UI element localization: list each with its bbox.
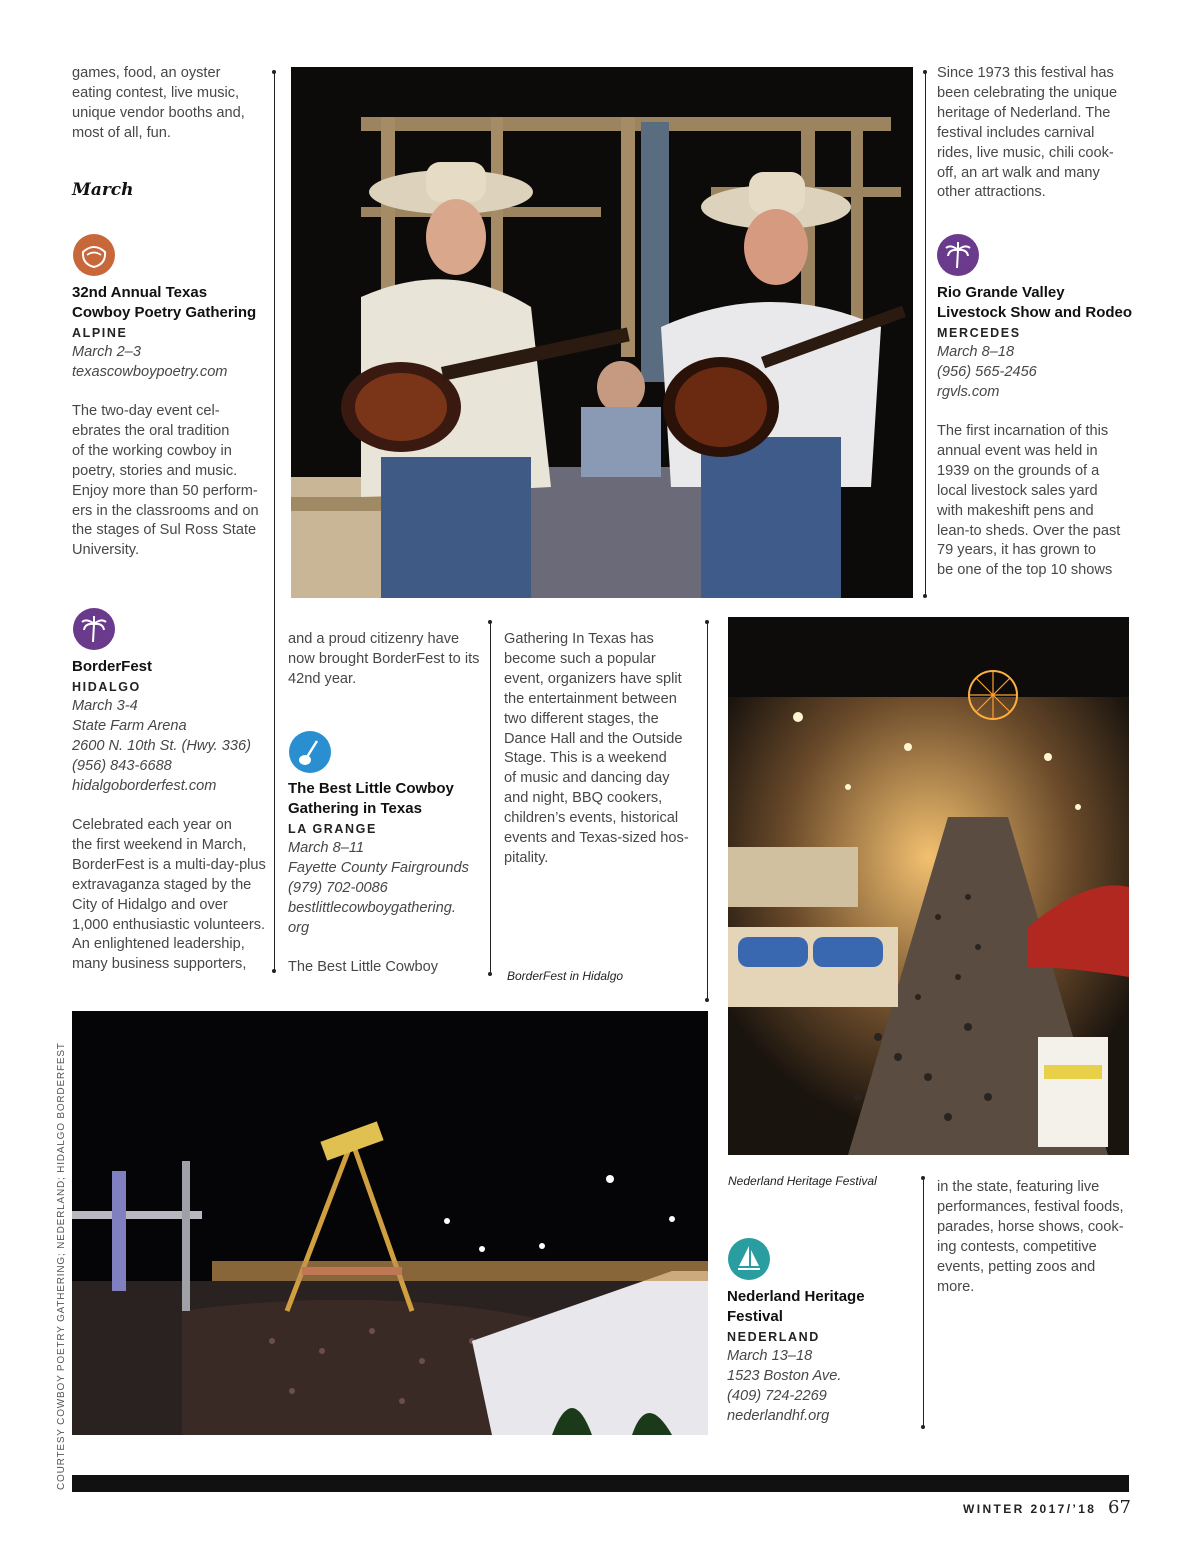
- event-city-nederland: NEDERLAND: [727, 1330, 820, 1344]
- event-website[interactable]: texascowboypoetry.com: [72, 363, 228, 380]
- event-city-hidalgo: HIDALGO: [72, 680, 141, 694]
- event-title-rio-grande: Rio Grande Valley Livestock Show and Rodeo: [937, 284, 1133, 321]
- divider-dot: [921, 1176, 925, 1180]
- divider-dot: [272, 969, 276, 973]
- column-divider: [925, 72, 926, 597]
- divider-dot: [488, 620, 492, 624]
- event-city-la-grange: LA GRANGE: [288, 822, 377, 836]
- cowboy-poetry-photo: [291, 67, 913, 598]
- divider-dot: [921, 1425, 925, 1429]
- event-phone: (409) 724-2269: [727, 1387, 827, 1404]
- event-description-nederland: Since 1973 this festival has been celebrating the unique heritage of Nederland. The festival includes carnival rides, live music, chili cook- off, an art walk and many other attractions.: [937, 65, 1118, 201]
- event-date: March 8–18: [937, 344, 1015, 360]
- event-phone: (979) 702-0086: [288, 879, 388, 896]
- event-website[interactable]: rgvls.com: [937, 383, 1000, 400]
- event-details-cowboy-poetry: [72, 343, 227, 383]
- photo-caption-nederland: Nederland Heritage Festival: [728, 1174, 877, 1188]
- photo-credit: COURTESY COWBOY POETRY GATHERING; NEDERLAND; HIDALGO BORDERFEST: [56, 1042, 67, 1490]
- event-date: March 2–3: [72, 344, 141, 360]
- event-description-best-little-cowboy-continued: Gathering In Texas has become such a popular event, organizers have split the entertainment between two different stages, the Dance Hall and the Outside Stage. This is a weekend of music and dancing day and night, BBQ cookers, children’s events, historical events and Texas-sized hos- pitality.: [504, 631, 689, 866]
- guitar-icon: [289, 731, 331, 773]
- divider-dot: [272, 70, 276, 74]
- event-description-rio-grande: The first incarnation of this annual event was held in 1939 on the grounds of a local livestock sales yard with makeshift pens and lean-to sheds. Over the past 79 years, it has grown to be one of the top 10 shows: [937, 423, 1121, 579]
- issue-label: WINTER 2017/’18: [963, 1502, 1097, 1516]
- column-divider: [490, 622, 491, 974]
- month-heading: March: [72, 180, 134, 200]
- divider-dot: [705, 620, 709, 624]
- event-title-nederland: Nederland Heritage Festival: [727, 1288, 865, 1325]
- divider-dot: [488, 972, 492, 976]
- event-description-borderfest-continued: and a proud citizenry have now brought BorderFest to its 42nd year.: [288, 631, 480, 687]
- event-city-alpine: ALPINE: [72, 326, 128, 340]
- page-number: 67: [1108, 1497, 1131, 1518]
- event-title-borderfest: BorderFest: [72, 658, 153, 675]
- nederland-festival-photo: [728, 617, 1129, 1155]
- borderfest-photo: [72, 1011, 708, 1435]
- event-details-nederland: [727, 1347, 841, 1427]
- event-details-borderfest: [72, 697, 251, 797]
- event-description-borderfest: Celebrated each year on the first weekend in March, BorderFest is a multi-day-plus extravaganza staged by the City of Hidalgo and over 1,000 enthusiastic volunteers. An enlightened leadership, many business supporters,: [72, 817, 266, 973]
- event-description-cowboy-poetry: The two-day event cel- ebrates the oral tradition of the working cowboy in poetry, stories and music. Enjoy more than 50 perform- ers in the classrooms and on the stages of Sul Ross State University.: [72, 403, 259, 559]
- event-address: 1523 Boston Ave.: [727, 1367, 842, 1384]
- event-title-best-little-cowboy: The Best Little Cowboy Gathering in Texas: [288, 780, 454, 817]
- event-website[interactable]: bestlittlecowboygathering.: [288, 899, 456, 916]
- column-divider: [707, 622, 708, 1000]
- event-address: 2600 N. 10th St. (Hwy. 336): [72, 737, 251, 754]
- divider-dot: [923, 594, 927, 598]
- event-city-mercedes: MERCEDES: [937, 326, 1021, 340]
- event-date: March 13–18: [727, 1348, 813, 1364]
- event-venue: State Farm Arena: [72, 717, 187, 734]
- event-details-rio-grande: [937, 343, 1037, 403]
- sailboat-icon: [728, 1238, 770, 1280]
- column-divider: [923, 1178, 924, 1428]
- event-title-cowboy-poetry: 32nd Annual Texas Cowboy Poetry Gathering: [72, 284, 257, 321]
- event-description-best-little-cowboy: The Best Little Cowboy: [288, 959, 439, 975]
- column-divider: [274, 72, 275, 972]
- footer-bar: [72, 1475, 1129, 1492]
- palm-tree-icon: [937, 234, 979, 276]
- event-description-rio-grande-continued: in the state, featuring live performances, festival foods, parades, horse shows, cook- ing contests, competitive events, petting zoos and more.: [937, 1179, 1124, 1295]
- event-details-best-little-cowboy: [288, 839, 469, 939]
- event-date: March 3-4: [72, 698, 138, 714]
- intro-text: games, food, an oyster eating contest, live music, unique vendor booths and, most of all, fun.: [72, 65, 245, 141]
- divider-dot: [705, 998, 709, 1002]
- event-venue: Fayette County Fairgrounds: [288, 859, 469, 876]
- event-date: March 8–11: [288, 840, 364, 856]
- event-phone: (956) 843-6688: [72, 757, 172, 774]
- event-website[interactable]: nederlandhf.org: [727, 1407, 830, 1424]
- event-website[interactable]: hidalgoborderfest.com: [72, 777, 217, 794]
- event-website-continued[interactable]: org: [288, 919, 310, 936]
- cowboy-poetry-icon: [73, 234, 115, 276]
- palm-tree-icon: [73, 608, 115, 650]
- divider-dot: [923, 70, 927, 74]
- photo-caption-borderfest: BorderFest in Hidalgo: [507, 969, 624, 983]
- event-phone: (956) 565-2456: [937, 363, 1037, 380]
